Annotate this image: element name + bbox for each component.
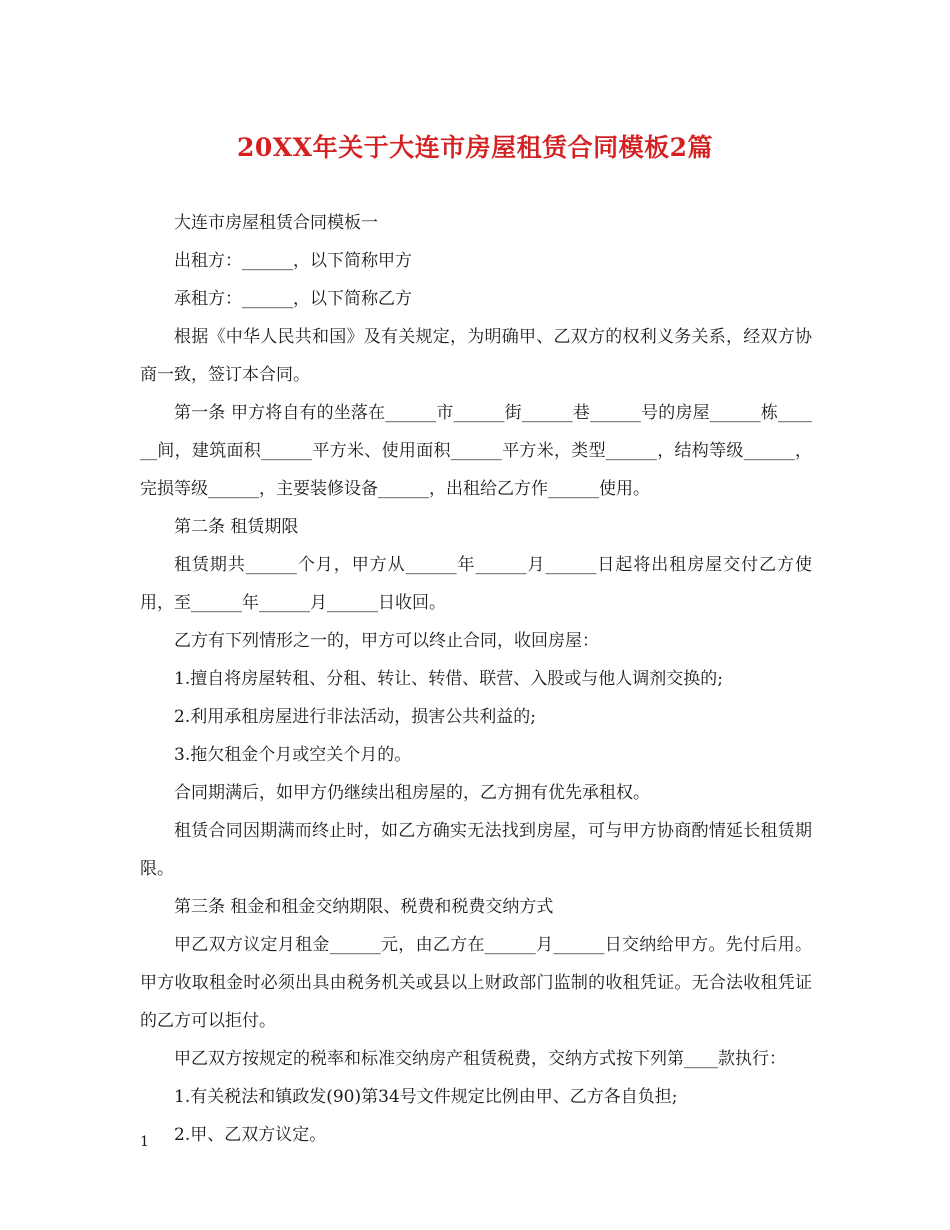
paragraph: 2.甲、乙双方议定。 [174, 1125, 327, 1145]
paragraph: 根据《中华人民共和国》及有关规定，为明确甲、乙双方的权利义务关系，经双方协商一致，签订本合同。 [140, 327, 812, 385]
paragraph: 租赁期共______个月，甲方从______年______月______日起将出租房屋交付乙方使用，至______年______月______日收回。 [140, 555, 812, 613]
paragraph: 乙方有下列情形之一的，甲方可以终止合同，收回房屋： [174, 631, 599, 651]
paragraph: 1.擅自将房屋转租、分租、转让、转借、联营、入股或与他人调剂交换的; [174, 669, 723, 689]
document-body [140, 204, 812, 1154]
paragraph: 甲乙双方按规定的税率和标准交纳房产租赁税费，交纳方式按下列第____款执行： [174, 1049, 786, 1069]
paragraph: 甲乙双方议定月租金______元，由乙方在______月______日交纳给甲方。先付后用。甲方收取租金时必须出具由税务机关或县以上财政部门监制的收租凭证。无合法收租凭证的乙方可以拒付。 [140, 935, 812, 1031]
paragraph: 1.有关税法和镇政发(90)第34号文件规定比例由甲、乙方各自负担; [174, 1087, 678, 1107]
paragraph: 租赁合同因期满而终止时，如乙方确实无法找到房屋，可与甲方协商酌情延长租赁期限。 [140, 821, 812, 879]
paragraph: 第三条 租金和租金交纳期限、税费和税费交纳方式 [174, 897, 554, 917]
paragraph: 大连市房屋租赁合同模板一 [174, 213, 378, 233]
paragraph: 承租方：______，以下简称乙方 [174, 289, 412, 309]
paragraph: 合同期满后，如甲方仍继续出租房屋的，乙方拥有优先承租权。 [174, 783, 650, 803]
paragraph: 出租方：______，以下简称甲方 [174, 251, 412, 271]
paragraph: 第二条 租赁期限 [174, 517, 299, 537]
paragraph: 第一条 甲方将自有的坐落在______市______街______巷______号的房屋______栋______间，建筑面积______平方米、使用面积______平方米，类型______，结构等级______，完损等级______，主要装修设备______，出租给乙方作______使用。 [140, 403, 812, 499]
document-title: 20XX年关于大连市房屋租赁合同模板2篇 [237, 133, 713, 162]
paragraph: 3.拖欠租金个月或空关个月的。 [174, 745, 412, 765]
paragraph: 2.利用承租房屋进行非法活动，损害公共利益的; [174, 707, 536, 727]
page-number: 1 [140, 1134, 149, 1150]
